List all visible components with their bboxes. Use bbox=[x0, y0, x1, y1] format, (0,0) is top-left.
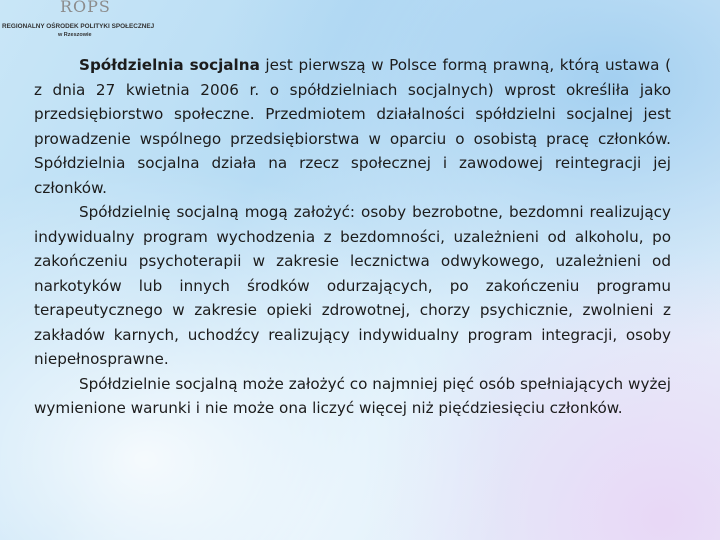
logo-location: w Rzeszowie bbox=[58, 32, 92, 38]
paragraph-text: jest pierwszą w Polsce formą prawną, którą ustawa ( z dnia 27 kwietnia 2006 r. o spółdzielniach socjalnych) wprost określiła jako przedsiębiorstwo społeczne. Przedmiotem działalności spółdzielni socjalnej jest prowadzenie wspólnego przedsiębiorstwa w oparciu o osobistą pracę członków. Spółdzielnia socjalna działa na rzecz społecznej i zawodowej reintegracji jej członków. bbox=[34, 56, 671, 197]
rops-logo bbox=[2, 0, 162, 42]
logo-mark: ROPS bbox=[60, 0, 111, 16]
paragraph-text: Spółdzielnię socjalną mogą założyć: osoby bezrobotne, bezdomni realizujący indywidualny program wychodzenia z bezdomności, uzależnieni od alkoholu, po zakończeniu psychoterapii w zakresie lecznictwa odwykowego, uzależnieni od narkotyków lub innych środków odurzających, po zakończeniu programu terapeutycznego w zakresie opieki zdrowotnej, chorzy psychicznie, zwolnieni z zakładów karnych, uchodźcy realizujący indywidualny program integracji, osoby niepełnosprawne. bbox=[34, 203, 671, 368]
paragraph-text: Spółdzielnie socjalną może założyć co najmniej pięć osób spełniających wyżej wymienione warunki i nie może ona liczyć więcej niż pięćdziesięciu członków. bbox=[34, 374, 671, 417]
paragraph-definition bbox=[34, 53, 671, 200]
document-body bbox=[34, 53, 671, 421]
paragraph-membership bbox=[34, 372, 671, 421]
logo-organization-name: REGIONALNY OŚRODEK POLITYKI SPOŁECZNEJ bbox=[2, 23, 155, 30]
bold-term: Spółdzielnia socjalna bbox=[79, 56, 260, 74]
paragraph-founders bbox=[34, 200, 671, 372]
